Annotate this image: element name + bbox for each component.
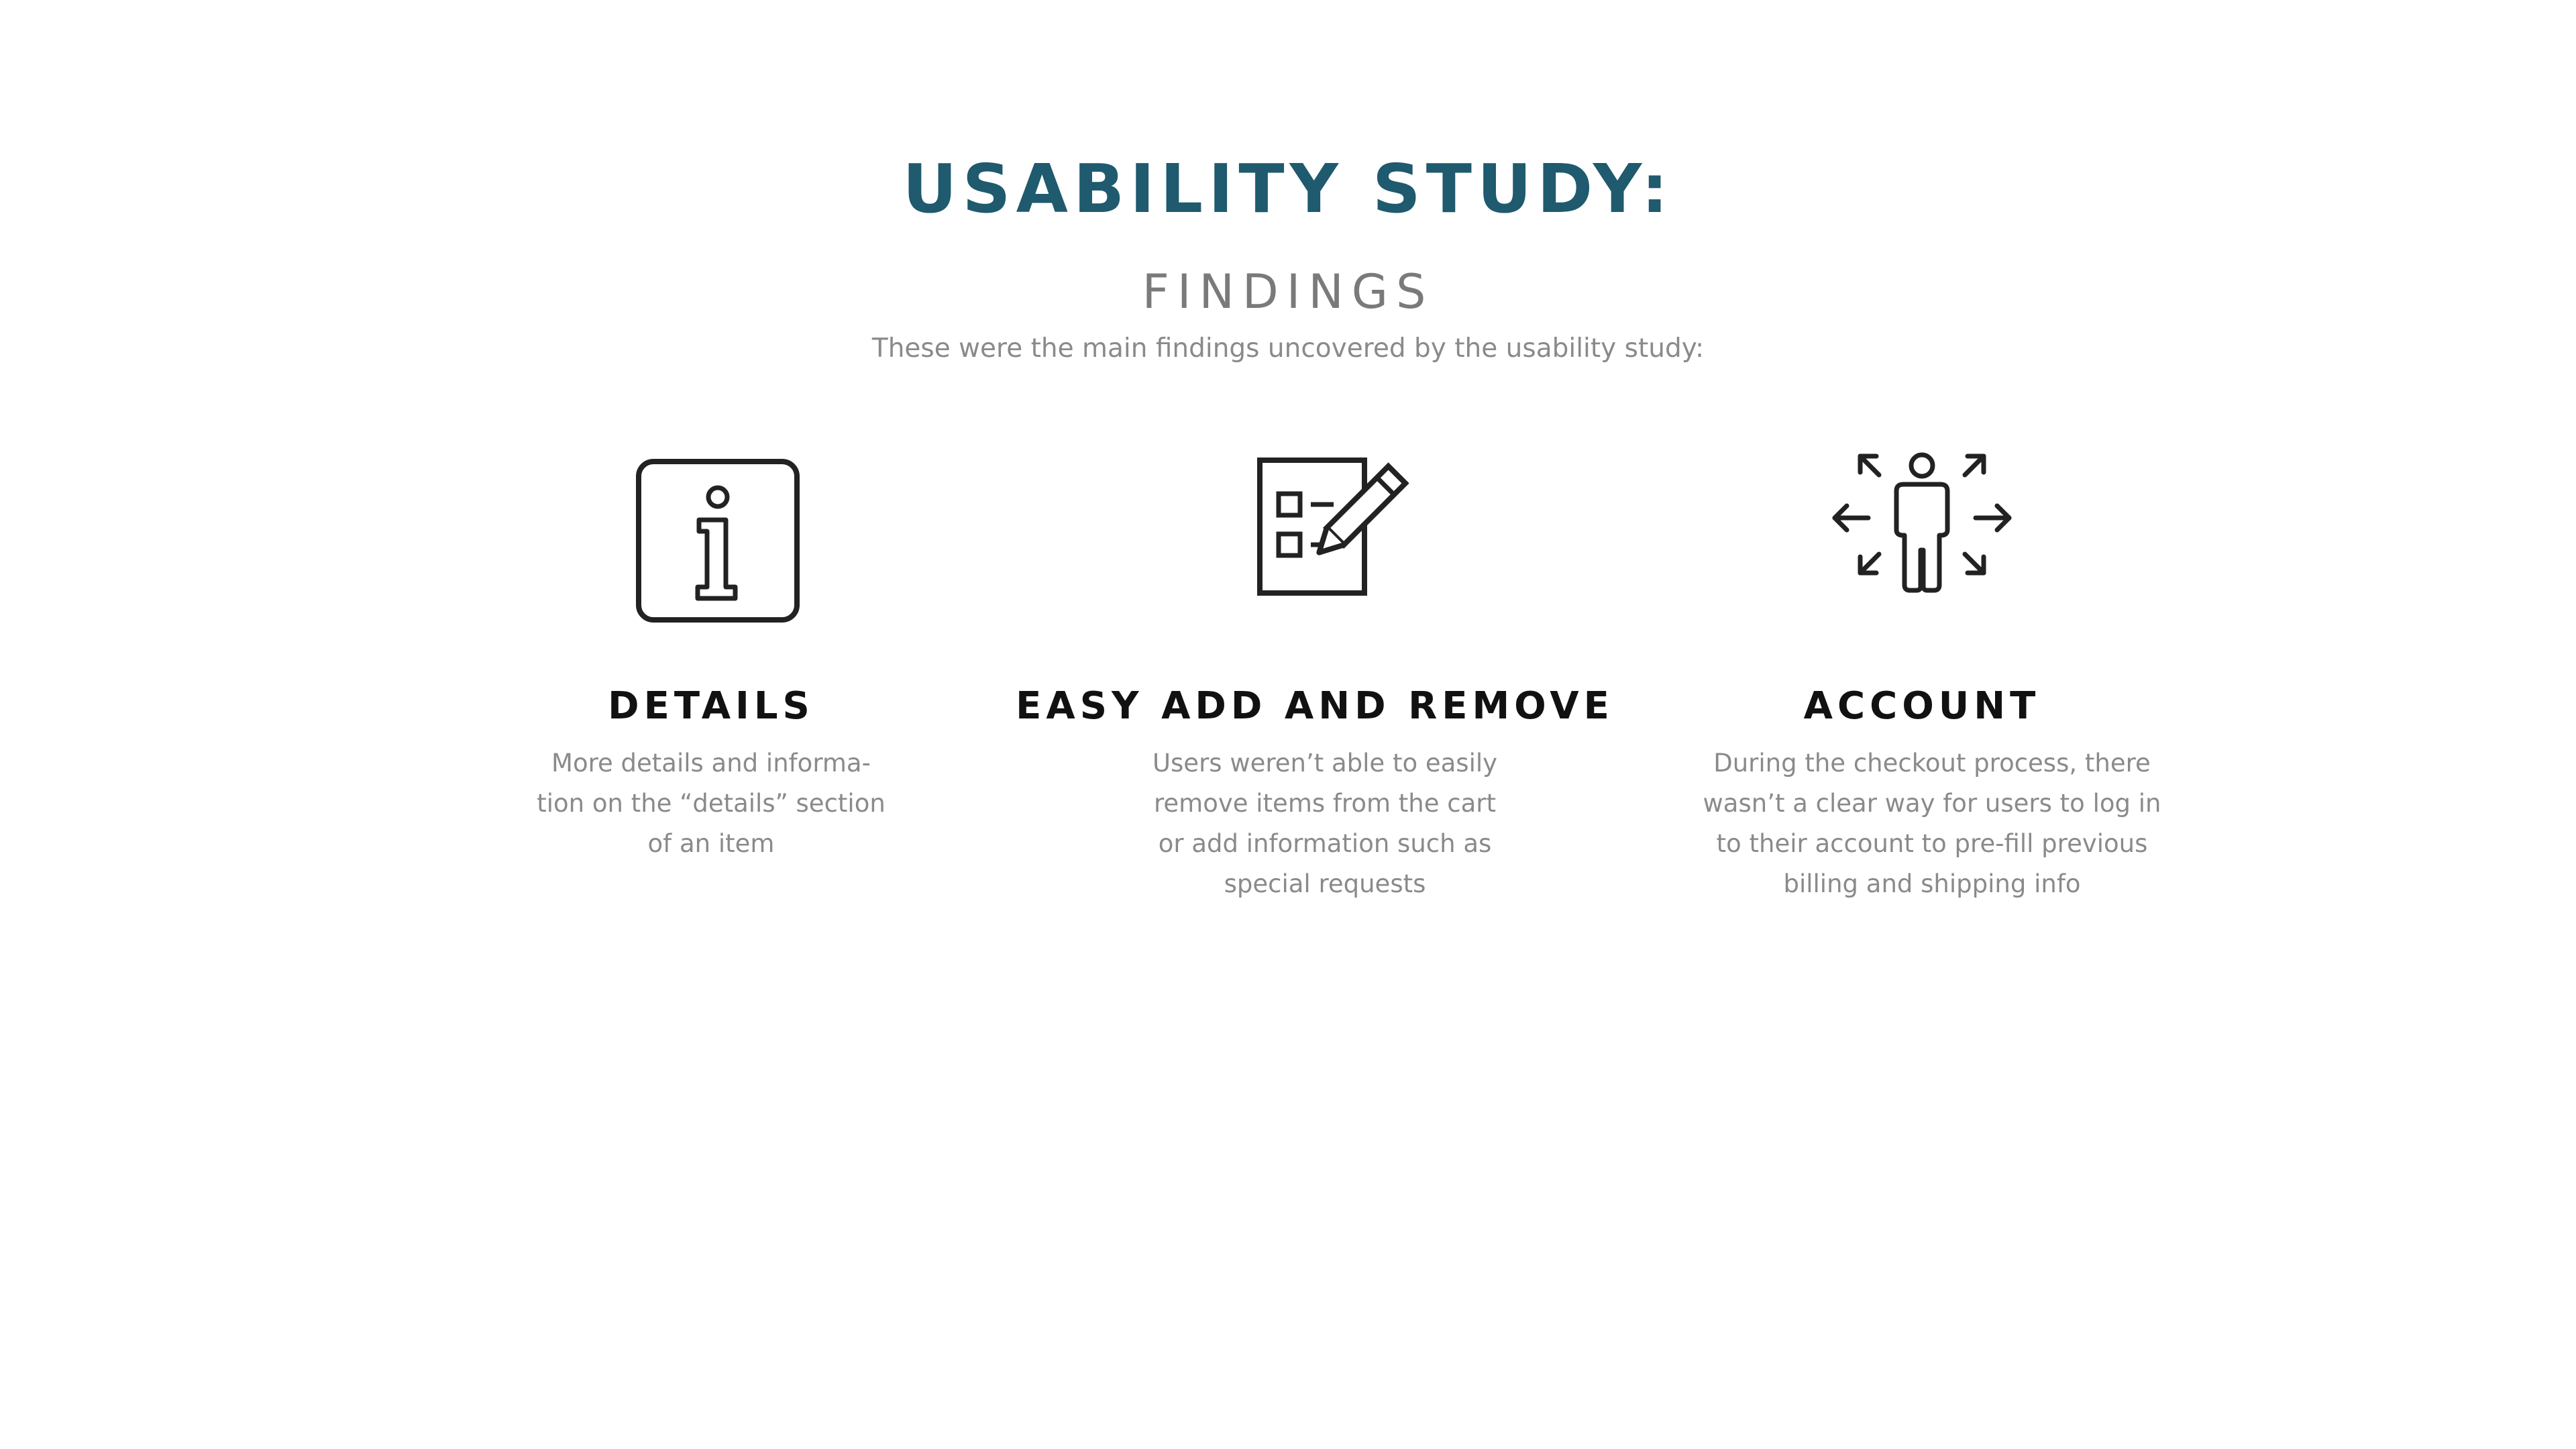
intro-text: These were the main findings uncovered by the usability study: (871, 333, 1705, 364)
finding-card-easy-add-remove (1013, 443, 1617, 898)
info-icon (610, 443, 812, 644)
finding-heading: EASY ADD AND REMOVE (1016, 684, 1614, 728)
finding-card-account (1620, 443, 2224, 898)
finding-heading: ACCOUNT (1803, 684, 2041, 728)
user-arrows-icon (1821, 443, 2023, 644)
checklist-pencil-icon (1214, 443, 1415, 644)
finding-description: During the checkout process, there wasn’t a clear way for users to log in to their account to pre-fill previous billing and shipping info (1703, 749, 2161, 898)
finding-heading: DETAILS (608, 684, 814, 728)
page-title: USABILITY STUDY: (902, 150, 1674, 228)
finding-description: Users weren’t able to easily remove items from the cart or add information such as special requests (1152, 749, 1498, 898)
finding-card-details (409, 443, 1013, 858)
finding-description: More details and informa-tion on the “details” section of an item (537, 749, 885, 858)
page-subtitle: FINDINGS (1142, 264, 1434, 319)
